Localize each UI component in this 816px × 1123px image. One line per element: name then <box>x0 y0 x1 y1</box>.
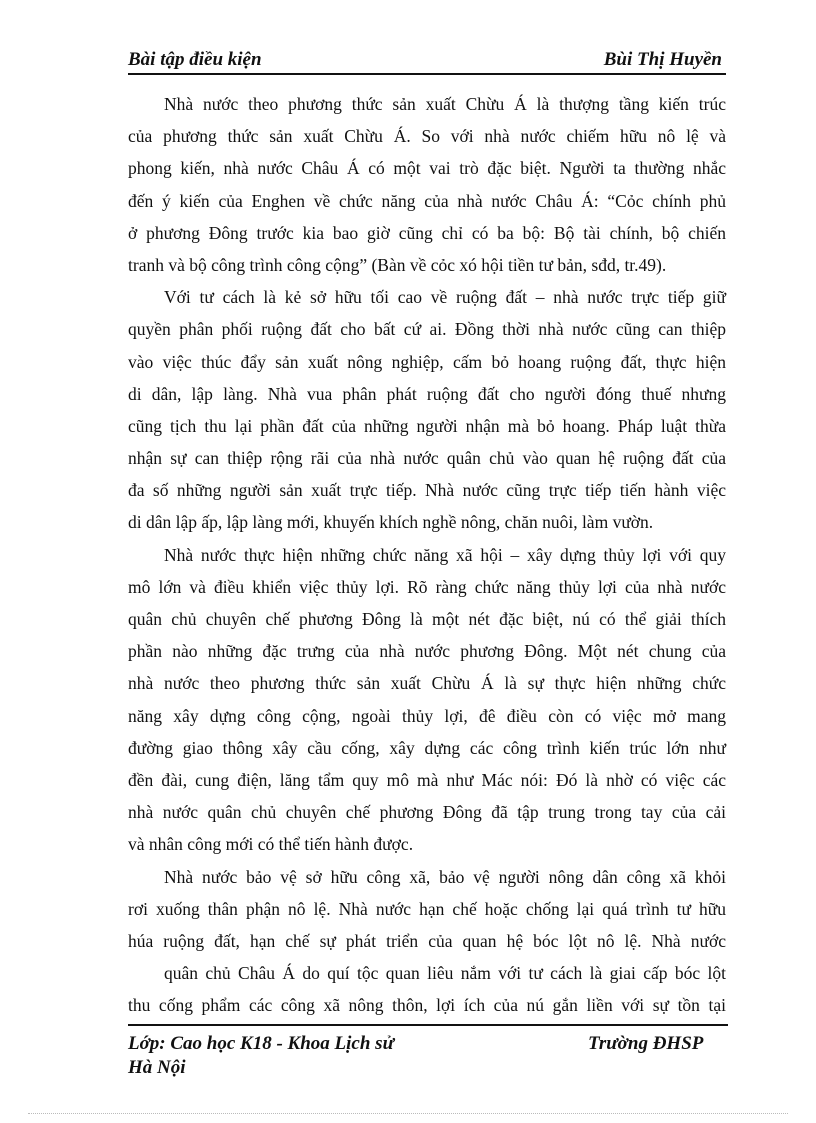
text-line: cũng tịch thu lại phần đất của những người nhận mà bỏ hoang. Pháp luật thừa <box>128 415 726 436</box>
text-line: di dân, lập làng. Nhà vua phân phát ruộng đất cho người đóng thuế nhưng <box>128 383 726 404</box>
footer-class-info: Lớp: Cao học K18 - Khoa Lịch sử <box>128 1033 394 1054</box>
text-line: quân chủ Châu Á do quí tộc quan liêu nắm với tư cách là giai cấp bóc lột <box>164 963 726 984</box>
text-line: nhà nước quân chủ chuyên chế phương Đông đã tập trung trong tay của cải <box>128 802 726 823</box>
text-line: phần nào những đặc trưng của nhà nước phương Đông. Một nét chung của <box>128 641 726 662</box>
page-header <box>128 47 726 75</box>
text-line: vào việc thúc đẩy sản xuất nông nghiệp, cấm bỏ hoang ruộng đất, thực hiện <box>128 351 726 372</box>
page-footer <box>128 1024 728 1078</box>
text-line: nhà nước theo phương thức sản xuất Chừu Á là sự thực hiện những chức <box>128 673 726 694</box>
text-line: Nhà nước bảo vệ sở hữu công xã, bảo vệ người nông dân công xã khỏi <box>164 866 726 887</box>
text-line: Với tư cách là kẻ sở hữu tối cao về ruộng đất – nhà nước trực tiếp giữ <box>164 287 726 308</box>
text-line: và nhân công mới có thể tiến hành được. <box>128 834 414 855</box>
page-edge-divider <box>28 1113 788 1114</box>
header-author: Bùi Thị Huyền <box>603 49 722 70</box>
text-line: năng xây dựng công cộng, ngoài thủy lợi, đê điều còn có việc mở mang <box>128 705 726 726</box>
text-line: tranh và bộ công trình công cộng” (Bàn về cỏc xó hội tiền tư bản, sđd, tr.49). <box>128 254 667 275</box>
text-line: đến ý kiến của Enghen về chức năng của nhà nước Châu Á: “Cỏc chính phủ <box>128 190 726 211</box>
text-line: ở phương Đông trước kia bao giờ cũng chỉ có ba bộ: Bộ tài chính, bộ chiến <box>128 222 726 243</box>
text-line: đa số những người sản xuất trực tiếp. Nhà nước cũng trực tiếp tiến hành việc <box>128 480 726 501</box>
text-line: húa ruộng đất, hạn chế sự phát triển của quan hệ bóc lột nô lệ. Nhà nước <box>128 930 726 951</box>
footer-city: Hà Nội <box>128 1057 186 1078</box>
text-line: của phương thức sản xuất Chừu Á. So với nhà nước chiếm hữu nô lệ và <box>128 126 726 147</box>
text-line: thu cống phẩm các công xã nông thôn, lợi ích của nú gắn liền với sự tồn tại <box>128 995 726 1016</box>
document-body <box>128 88 726 1021</box>
text-line: đường giao thông xây cầu cống, xây dựng các công trình kiến trúc lớn như <box>128 737 726 758</box>
text-line: Nhà nước thực hiện những chức năng xã hội – xây dựng thủy lợi với quy <box>164 544 726 565</box>
text-line: mô lớn và điều khiển việc thủy lợi. Rõ ràng chức năng thủy lợi của nhà nước <box>128 576 726 597</box>
text-line: Nhà nước theo phương thức sản xuất Chừu Á là thượng tầng kiến trúc <box>164 94 726 114</box>
text-line: rơi xuống thân phận nô lệ. Nhà nước hạn chế hoặc chống lại quá trình tư hữu <box>128 898 726 919</box>
text-line: di dân lập ấp, lập làng mới, khuyến khích nghề nông, chăn nuôi, làm vườn. <box>128 512 654 533</box>
text-line: nhận sự can thiệp rộng rãi của nhà nước quân chủ vào quan hệ ruộng đất của <box>128 448 726 469</box>
text-line: đền đài, cung điện, lăng tẩm quy mô mà như Mác nói: Đó là nhờ có việc các <box>128 769 726 790</box>
text-line: quyền phân phối ruộng đất cho bất cứ ai. Đồng thời nhà nước cũng can thiệp <box>128 319 726 340</box>
header-title: Bài tập điều kiện <box>128 49 262 70</box>
text-line: quân chủ chuyên chế phương Đông là một nét đặc biệt, nú có thể giải thích <box>128 609 726 629</box>
footer-school: Trường ĐHSP <box>588 1033 704 1054</box>
text-line: phong kiến, nhà nước Châu Á có một vai trò đặc biệt. Người ta thường nhắc <box>128 158 726 179</box>
